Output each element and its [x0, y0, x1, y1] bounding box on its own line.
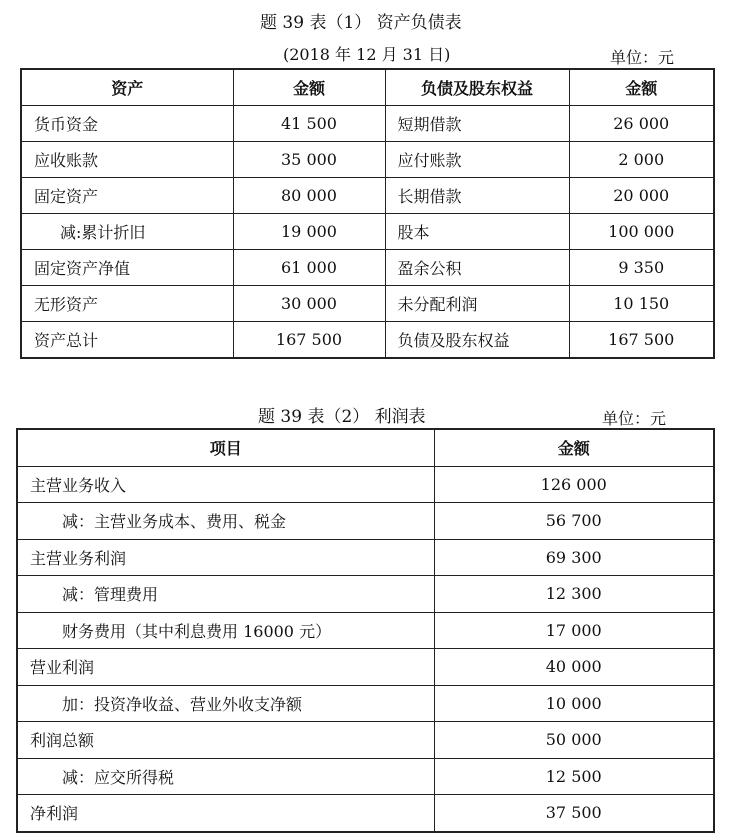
amount-cell: 30 000: [233, 286, 385, 322]
amount-cell: 56 700: [434, 503, 714, 540]
item-cell: 减：管理费用: [17, 576, 434, 613]
income-statement-unit: 单位：元: [602, 409, 667, 428]
table-row: [17, 576, 714, 613]
table-row: [21, 142, 714, 178]
table-row: [21, 106, 714, 142]
amount-cell: 19 000: [233, 214, 385, 250]
income-statement-table: [16, 428, 715, 833]
liability-cell: 负债及股东权益: [385, 322, 569, 359]
amount-cell: 40 000: [434, 649, 714, 686]
amount-cell: 167 500: [569, 322, 714, 359]
item-cell: 净利润: [17, 795, 434, 832]
table-row: [21, 286, 714, 322]
column-header: 负债及股东权益: [385, 69, 569, 106]
amount-cell: 2 000: [569, 142, 714, 178]
liability-cell: 应付账款: [385, 142, 569, 178]
balance-sheet-table: [20, 68, 715, 359]
amount-cell: 167 500: [233, 322, 385, 359]
item-cell: 财务费用（其中利息费用 16000 元）: [17, 612, 434, 649]
amount-cell: 10 150: [569, 286, 714, 322]
amount-cell: 35 000: [233, 142, 385, 178]
amount-cell: 50 000: [434, 722, 714, 759]
column-header: 金额: [233, 69, 385, 106]
amount-cell: 80 000: [233, 178, 385, 214]
table-row: [17, 466, 714, 503]
amount-cell: 9 350: [569, 250, 714, 286]
table-row: [21, 214, 714, 250]
amount-cell: 41 500: [233, 106, 385, 142]
table-header-row: [21, 69, 714, 106]
amount-cell: 17 000: [434, 612, 714, 649]
amount-cell: 12 300: [434, 576, 714, 613]
item-cell: 减：主营业务成本、费用、税金: [17, 503, 434, 540]
asset-cell: 无形资产: [21, 286, 233, 322]
balance-sheet-title: 题 39 表（1） 资产负债表: [260, 13, 462, 33]
table-row: [17, 612, 714, 649]
asset-cell: 货币资金: [21, 106, 233, 142]
table-row: [21, 178, 714, 214]
amount-cell: 61 000: [233, 250, 385, 286]
liability-cell: 短期借款: [385, 106, 569, 142]
item-cell: 营业利润: [17, 649, 434, 686]
liability-cell: 长期借款: [385, 178, 569, 214]
item-cell: 主营业务收入: [17, 466, 434, 503]
amount-cell: 26 000: [569, 106, 714, 142]
liability-cell: 股本: [385, 214, 569, 250]
amount-cell: 12 500: [434, 758, 714, 795]
table-row: [17, 722, 714, 759]
item-cell: 主营业务利润: [17, 539, 434, 576]
asset-cell: 减:累计折旧: [21, 214, 233, 250]
table-row: [17, 539, 714, 576]
table-row: [17, 649, 714, 686]
balance-sheet-unit: 单位：元: [610, 48, 675, 67]
table-row: [17, 503, 714, 540]
asset-cell: 固定资产净值: [21, 250, 233, 286]
amount-cell: 126 000: [434, 466, 714, 503]
amount-cell: 20 000: [569, 178, 714, 214]
liability-cell: 盈余公积: [385, 250, 569, 286]
table-row: [21, 250, 714, 286]
table-header-row: [17, 429, 714, 466]
amount-cell: 100 000: [569, 214, 714, 250]
item-cell: 加：投资净收益、营业外收支净额: [17, 685, 434, 722]
liability-cell: 未分配利润: [385, 286, 569, 322]
asset-cell: 固定资产: [21, 178, 233, 214]
asset-cell: 资产总计: [21, 322, 233, 359]
table-row: [17, 758, 714, 795]
table-row: [17, 685, 714, 722]
amount-cell: 10 000: [434, 685, 714, 722]
balance-sheet-date: (2018 年 12 月 31 日): [283, 45, 451, 64]
amount-cell: 69 300: [434, 539, 714, 576]
column-header: 金额: [569, 69, 714, 106]
item-cell: 减：应交所得税: [17, 758, 434, 795]
asset-cell: 应收账款: [21, 142, 233, 178]
table-row: [21, 322, 714, 359]
income-statement-title: 题 39 表（2） 利润表: [258, 407, 426, 427]
item-cell: 利润总额: [17, 722, 434, 759]
amount-cell: 37 500: [434, 795, 714, 832]
table-row: [17, 795, 714, 832]
column-header: 项目: [17, 429, 434, 466]
column-header: 金额: [434, 429, 714, 466]
column-header: 资产: [21, 69, 233, 106]
